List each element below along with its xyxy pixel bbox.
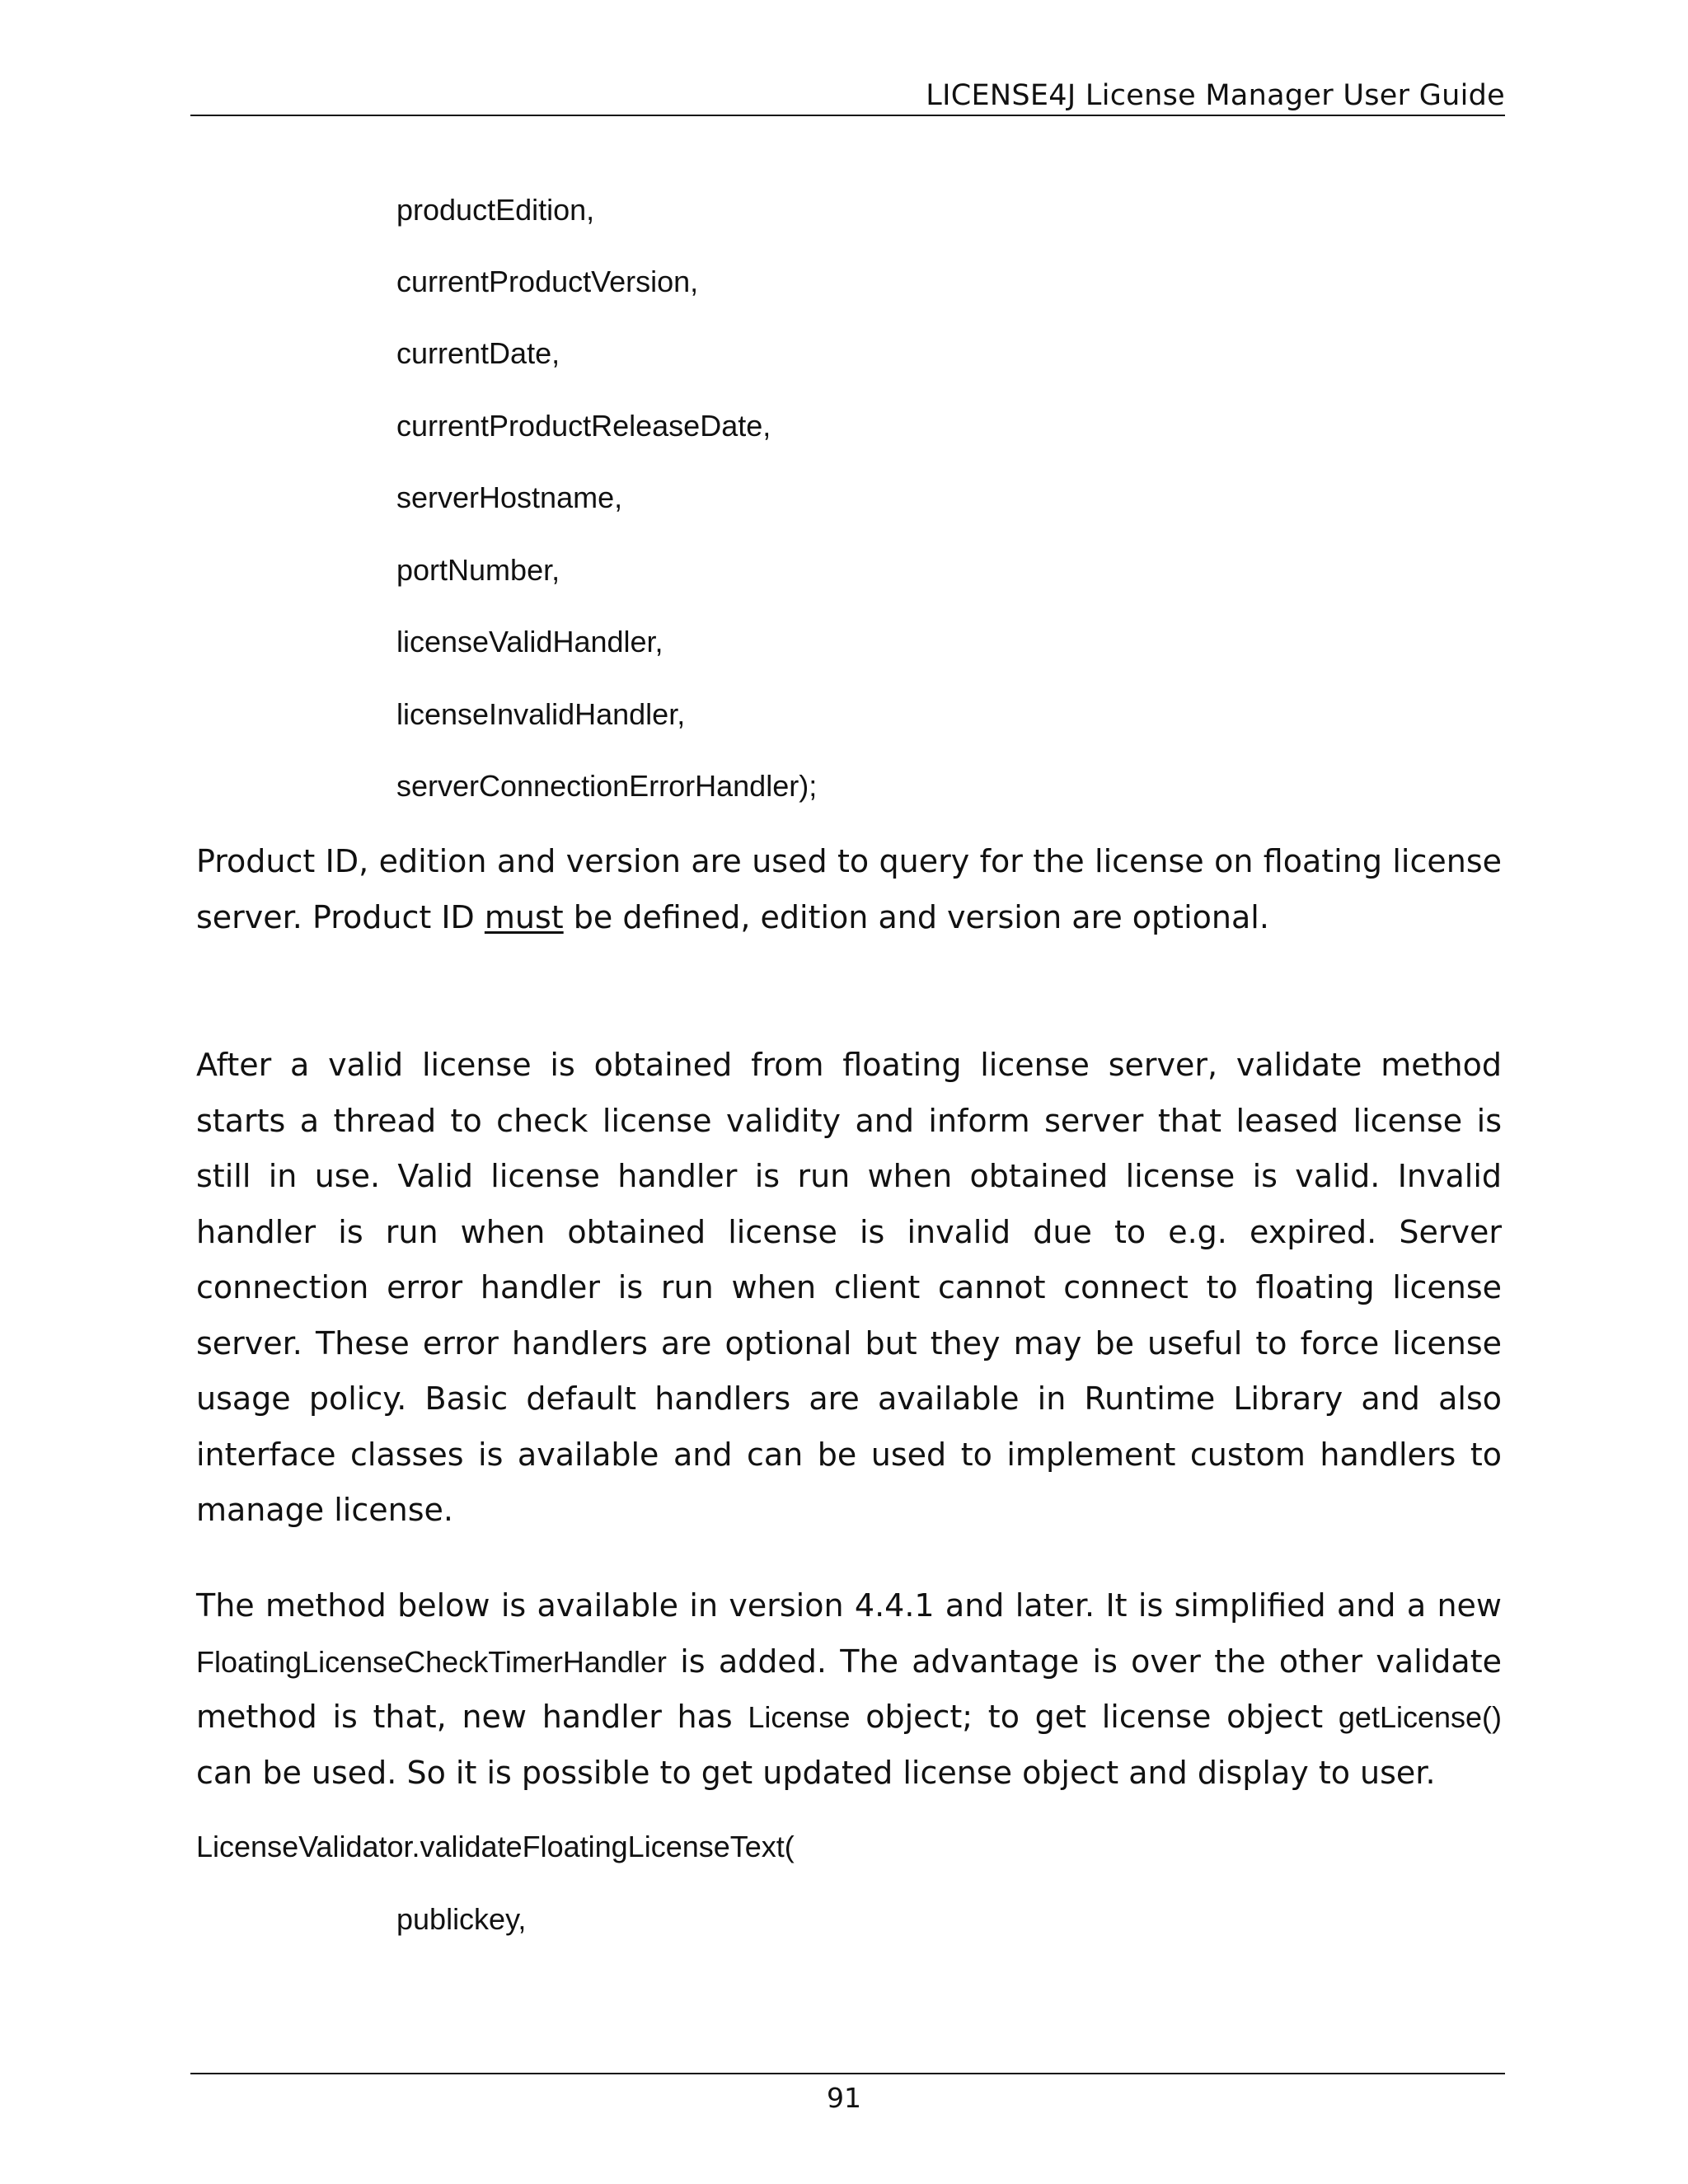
code-line: currentDate, <box>396 336 560 370</box>
emphasis-must: must <box>484 898 564 935</box>
code-line: licenseValidHandler, <box>396 625 663 658</box>
code-line-argument: publickey, <box>396 1902 527 1936</box>
code-line: productEdition, <box>396 193 595 227</box>
inline-code-getlicense: getLicense() <box>1338 1700 1503 1734</box>
code-line: serverConnectionErrorHandler); <box>396 769 818 803</box>
inline-code-license: License <box>748 1700 851 1734</box>
paragraph-product-id <box>196 834 1502 945</box>
header-title: LICENSE4J License Manager User Guide <box>926 79 1505 112</box>
code-line: licenseInvalidHandler, <box>396 697 686 731</box>
footer-divider <box>190 2073 1505 2074</box>
paragraph-text: is added. The advantage is over the other validate method is that, new handler has <box>196 1643 1502 1735</box>
code-line: currentProductReleaseDate, <box>396 409 771 443</box>
code-line-call: LicenseValidator.validateFloatingLicenseText( <box>196 1830 795 1863</box>
paragraph-text: can be used. So it is possible to get updated license object and display to user. <box>196 1754 1436 1791</box>
paragraph-text: The method below is available in version 4.4.1 and later. It is simplified and a new <box>196 1587 1502 1624</box>
paragraph-text: Product ID, edition and version are used to query for the license on floating license server. Product ID <box>196 843 1502 935</box>
code-line: serverHostname, <box>396 480 623 514</box>
page-number: 91 <box>827 2082 861 2114</box>
inline-code-handler: FloatingLicenseCheckTimerHandler <box>196 1644 667 1679</box>
paragraph-text: After a valid license is obtained from floating license server, validate method starts a thread to check license validity and inform server that leased license is still in use. Valid license handler is run when obtained license is valid. Invalid handler is run when obtained license is invalid due to e.g. expired. Server connection error handler is run when client cannot connect to floating license server. These error handlers are optional but they may be useful to force license usage policy. Basic default handlers are available in Runtime Library and also interface classes is available and can be used to implement custom handlers to manage license. <box>196 1047 1502 1528</box>
code-line: currentProductVersion, <box>396 265 699 298</box>
header-divider <box>190 115 1505 116</box>
paragraph-simplified-method <box>196 1578 1502 1801</box>
paragraph-text: be defined, edition and version are optional. <box>563 898 1269 935</box>
paragraph-text: object; to get license object <box>850 1699 1339 1735</box>
paragraph-validation-thread <box>196 1038 1502 1539</box>
code-line: portNumber, <box>396 553 560 587</box>
